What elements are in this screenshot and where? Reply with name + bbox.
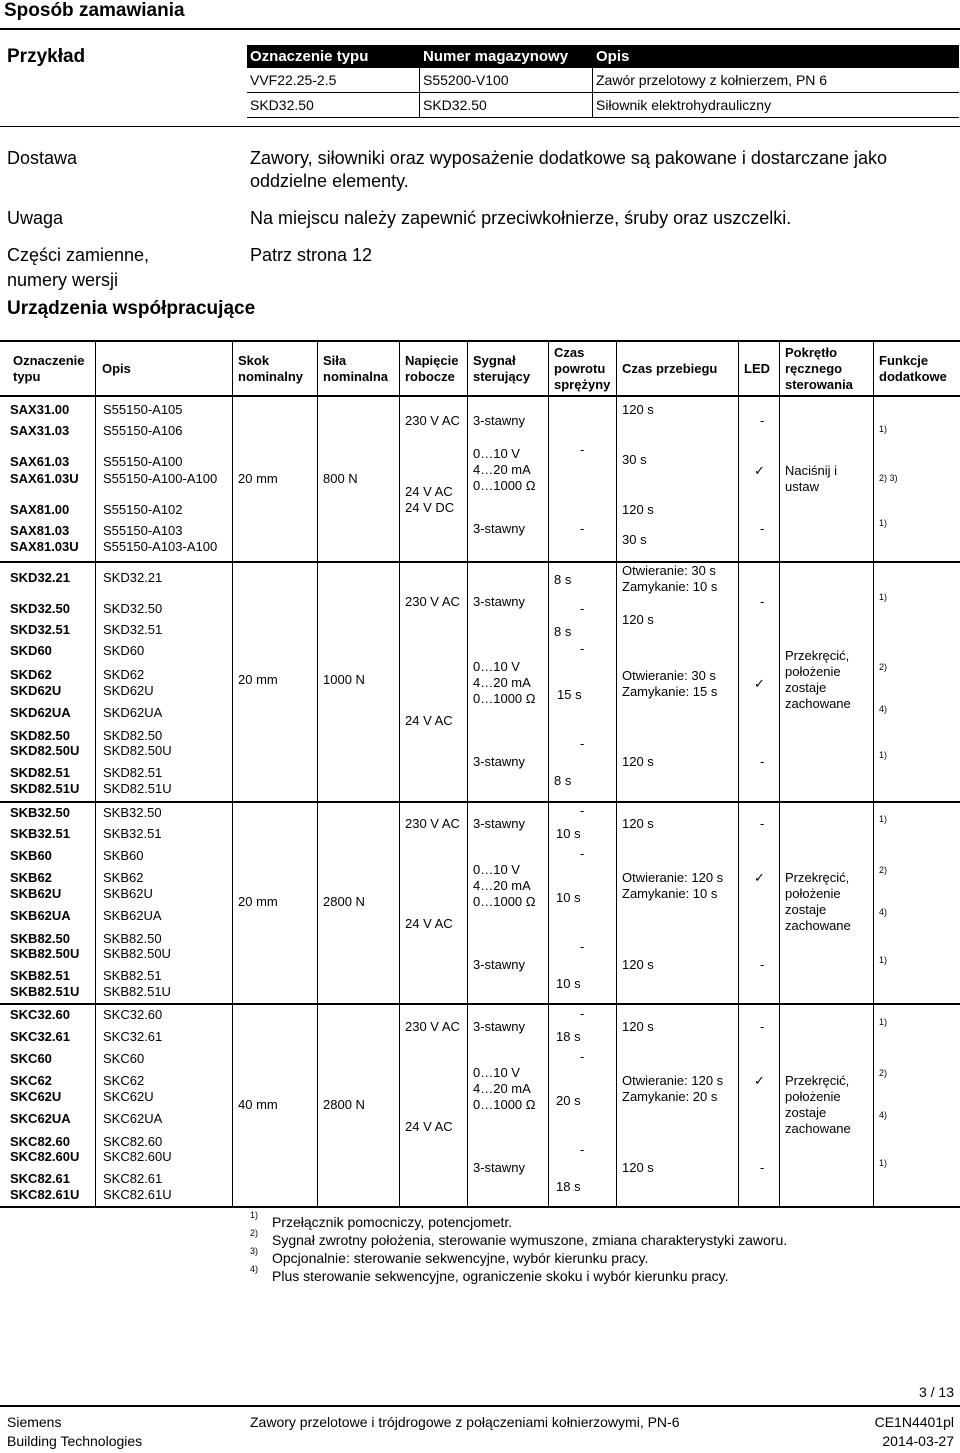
- footnote-mark: 4): [250, 1264, 259, 1274]
- return-time-value: -: [580, 736, 585, 751]
- stroke-value: 40 mm: [238, 1097, 278, 1112]
- example-label: Przykład: [7, 46, 86, 67]
- header-led: LED: [744, 361, 770, 376]
- type-code: SKD32.21: [10, 570, 70, 585]
- column-divider: [548, 341, 549, 1206]
- example-header-number: Numer magazynowy: [420, 45, 593, 68]
- run-time-value: 120 s: [622, 502, 654, 517]
- led-value: -: [760, 413, 765, 428]
- stock-number: SKC82.61: [103, 1171, 163, 1186]
- title-rule: [0, 28, 960, 30]
- delivery-label: Dostawa: [7, 148, 78, 168]
- return-time-value: 8 s: [554, 773, 572, 788]
- stock-number: SKD62: [103, 667, 145, 682]
- stock-number: SKC82.61U: [103, 1187, 172, 1202]
- stock-number: S55150-A106: [103, 423, 183, 438]
- example-row: [247, 68, 959, 93]
- return-time-value: -: [580, 939, 585, 954]
- voltage-value: 24 V AC: [405, 916, 453, 931]
- stock-number: SKD62U: [103, 683, 154, 698]
- checkmark-icon: ✓: [754, 870, 765, 885]
- stock-number: S55150-A102: [103, 502, 183, 517]
- voltage-value: 24 V AC: [405, 1119, 453, 1134]
- return-time-value: -: [580, 803, 585, 818]
- knob-text: zostaje: [785, 902, 827, 917]
- signal-value: 3-stawny: [473, 413, 526, 428]
- type-code: SKC32.60: [10, 1007, 70, 1022]
- led-value: -: [760, 754, 765, 769]
- footnote-ref: 1): [879, 814, 888, 824]
- force-value: 2800 N: [323, 1097, 365, 1112]
- section-divider: [0, 126, 960, 127]
- led-value: -: [760, 594, 765, 609]
- voltage-value: 24 V AC: [405, 713, 453, 728]
- run-time-value: 30 s: [622, 452, 647, 467]
- type-code: SAX31.03: [10, 423, 70, 438]
- knob-text: zachowane: [785, 918, 851, 933]
- type-code: SKC62: [10, 1073, 52, 1088]
- footnote-text: Opcjonalnie: sterowanie sekwencyjne, wybór kierunku pracy.: [272, 1250, 649, 1266]
- run-time-value: 120 s: [622, 816, 654, 831]
- footnote-ref: 4): [879, 704, 888, 714]
- return-time-value: 20 s: [556, 1093, 581, 1108]
- run-time-value: Zamykanie: 20 s: [622, 1089, 718, 1104]
- stock-number: SKC32.61: [103, 1029, 163, 1044]
- signal-value: 3-stawny: [473, 521, 526, 536]
- run-time-value: 120 s: [622, 612, 654, 627]
- header-stroke: Skok nominalny: [238, 353, 304, 384]
- run-time-value: Otwieranie: 30 s: [622, 668, 716, 683]
- type-code: SKC60: [10, 1051, 52, 1066]
- led-value: -: [760, 1160, 765, 1175]
- type-code: SAX81.03: [10, 523, 70, 538]
- footnote-ref: 1): [879, 1158, 888, 1168]
- stock-number: S55150-A100: [103, 454, 183, 469]
- company-name: Siemens: [7, 1414, 62, 1430]
- equipment-label: Urządzenia współpracujące: [7, 298, 256, 319]
- signal-value: 3-stawny: [473, 1019, 526, 1034]
- spare-label-line1: Części zamienne,: [7, 245, 150, 265]
- table-top-rule: [0, 340, 960, 342]
- table-bottom-rule: [0, 1206, 960, 1208]
- voltage-value: 230 V AC: [405, 413, 460, 428]
- checkmark-icon: ✓: [754, 463, 765, 478]
- run-time-value: Zamykanie: 10 s: [622, 886, 718, 901]
- voltage-value: 24 V DC: [405, 500, 455, 515]
- footnote-ref: 4): [879, 1110, 888, 1120]
- led-value: -: [760, 521, 765, 536]
- stock-number: SKD62UA: [103, 705, 163, 720]
- stock-number: SKB32.50: [103, 805, 162, 820]
- page-number: 3 / 13: [918, 1384, 954, 1400]
- signal-value: 0…10 V: [473, 1065, 520, 1080]
- knob-text: zostaje: [785, 680, 827, 695]
- column-divider: [399, 341, 400, 1206]
- return-time-value: -: [580, 1142, 585, 1157]
- example-cell: S55200-V100: [420, 68, 593, 93]
- delivery-text-line1: Zawory, siłowniki oraz wyposażenie dodatkowe są pakowane i dostarczane jako: [250, 148, 887, 168]
- stock-number: SKC60: [103, 1051, 145, 1066]
- voltage-value: 230 V AC: [405, 1019, 460, 1034]
- signal-value: 0…1000 Ω: [473, 1097, 536, 1112]
- signal-value: 4…20 mA: [473, 462, 531, 477]
- example-cell: SKD32.50: [420, 93, 593, 118]
- type-code: SKC62U: [10, 1089, 62, 1104]
- type-code: SKB82.51: [10, 968, 70, 983]
- column-divider: [738, 341, 739, 1206]
- signal-value: 0…1000 Ω: [473, 691, 536, 706]
- run-time-value: 120 s: [622, 402, 654, 417]
- stock-number: SKD82.51U: [103, 781, 172, 796]
- run-time-value: Zamykanie: 10 s: [622, 579, 718, 594]
- type-code: SKB60: [10, 848, 52, 863]
- type-code: SKB82.50: [10, 931, 70, 946]
- stroke-value: 20 mm: [238, 471, 278, 486]
- signal-value: 4…20 mA: [473, 1081, 531, 1096]
- return-time-value: 10 s: [556, 976, 581, 991]
- footnote-text: Plus sterowanie sekwencyjne, ograniczenie skoku i wybór kierunku pracy.: [272, 1268, 729, 1284]
- return-time-value: -: [580, 641, 585, 656]
- led-value: -: [760, 816, 765, 831]
- type-code: SKB32.50: [10, 805, 70, 820]
- example-cell: Zawór przelotowy z kołnierzem, PN 6: [593, 68, 960, 93]
- example-table: [247, 45, 959, 118]
- example-row: [247, 93, 959, 118]
- footnote-mark: 3): [250, 1246, 259, 1256]
- table-header-rule: [0, 395, 960, 397]
- footnote-ref: 1): [879, 424, 888, 434]
- return-time-value: -: [580, 521, 585, 536]
- led-value: -: [760, 1019, 765, 1034]
- voltage-value: 230 V AC: [405, 594, 460, 609]
- type-code: SKD60: [10, 643, 52, 658]
- header-signal: Sygnał sterujący: [473, 353, 531, 384]
- type-code: SAX81.00: [10, 502, 70, 517]
- checkmark-icon: ✓: [754, 676, 765, 691]
- type-code: SKD82.50U: [10, 743, 80, 758]
- stock-number: SKB60: [103, 848, 144, 863]
- footnote-ref: 1): [879, 750, 888, 760]
- type-code: SKB82.51U: [10, 984, 80, 999]
- stock-number: SKC62U: [103, 1089, 154, 1104]
- stock-number: SKB62: [103, 870, 144, 885]
- signal-value: 0…1000 Ω: [473, 894, 536, 909]
- knob-text: Przekręcić,: [785, 870, 850, 885]
- stock-number: SKC62: [103, 1073, 145, 1088]
- footnote-ref: 2) 3): [879, 473, 898, 483]
- header-run-time: Czas przebiegu: [622, 361, 718, 376]
- column-divider: [873, 341, 874, 1206]
- voltage-value: 24 V AC: [405, 484, 453, 499]
- stock-number: SKC82.60U: [103, 1149, 172, 1164]
- example-header-type: Oznaczenie typu: [247, 45, 420, 68]
- stock-number: SKC62UA: [103, 1111, 163, 1126]
- stock-number: SKD32.51: [103, 622, 163, 637]
- signal-value: 4…20 mA: [473, 878, 531, 893]
- knob-text: położenie: [785, 1089, 841, 1104]
- type-code: SAX81.03U: [10, 539, 79, 554]
- type-code: SKC32.61: [10, 1029, 70, 1044]
- signal-value: 0…10 V: [473, 862, 520, 877]
- type-code: SKD32.50: [10, 601, 70, 616]
- example-header-row: [247, 45, 959, 68]
- footnote-text: Przełącznik pomocniczy, potencjometr.: [272, 1214, 513, 1230]
- voltage-value: 230 V AC: [405, 816, 460, 831]
- type-code: SAX61.03U: [10, 471, 79, 486]
- return-time-value: -: [580, 442, 585, 457]
- signal-value: 3-stawny: [473, 957, 526, 972]
- stock-number: SKC82.60: [103, 1134, 163, 1149]
- return-time-value: 10 s: [556, 826, 581, 841]
- example-cell: Siłownik elektrohydrauliczny: [593, 93, 960, 118]
- footnote-ref: 2): [879, 1068, 888, 1078]
- run-time-value: 120 s: [622, 1019, 654, 1034]
- signal-value: 3-stawny: [473, 594, 526, 609]
- type-code: SKD82.51: [10, 765, 70, 780]
- document-date: 2014-03-27: [882, 1433, 954, 1449]
- footnote-text: Sygnał zwrotny położenia, sterowanie wymuszone, zmiana charakterystyki zaworu.: [272, 1232, 788, 1248]
- example-cell: VVF22.25-2.5: [247, 68, 420, 93]
- column-divider: [779, 341, 780, 1206]
- type-code: SKD32.51: [10, 622, 70, 637]
- stock-number: SKB32.51: [103, 826, 162, 841]
- spare-label-line2: numery wersji: [7, 270, 119, 290]
- return-time-value: 18 s: [556, 1179, 581, 1194]
- stock-number: SKD32.21: [103, 570, 163, 585]
- example-header-desc: Opis: [593, 45, 960, 68]
- column-divider: [317, 341, 318, 1206]
- stock-number: SKB82.51: [103, 968, 162, 983]
- stock-number: SKD82.51: [103, 765, 163, 780]
- knob-text: położenie: [785, 664, 841, 679]
- type-code: SKD62U: [10, 683, 62, 698]
- type-code: SKD82.50: [10, 728, 70, 743]
- signal-value: 3-stawny: [473, 1160, 526, 1175]
- knob-text: Przekręcić,: [785, 1073, 850, 1088]
- footnote-ref: 2): [879, 865, 888, 875]
- footnote-ref: 1): [879, 592, 888, 602]
- run-time-value: 30 s: [622, 532, 647, 547]
- type-code: SKD62UA: [10, 705, 71, 720]
- type-code: SKC82.60: [10, 1134, 70, 1149]
- header-type: Oznaczenie typu: [13, 353, 85, 384]
- header-manual-knob: Pokrętło ręcznego sterowania: [785, 345, 853, 392]
- note-text: Na miejscu należy zapewnić przeciwkołnierze, śruby oraz uszczelki.: [250, 208, 792, 228]
- stock-number: SKC32.60: [103, 1007, 163, 1022]
- return-time-value: 10 s: [556, 890, 581, 905]
- run-time-value: Otwieranie: 30 s: [622, 563, 716, 578]
- footnote-ref: 1): [879, 1017, 888, 1027]
- page-title: Sposób zamawiania: [4, 0, 185, 21]
- header-extras: Funkcje dodatkowe: [879, 353, 947, 384]
- footnote-ref: 4): [879, 907, 888, 917]
- stock-number: S55150-A105: [103, 402, 183, 417]
- signal-value: 0…10 V: [473, 446, 520, 461]
- stock-number: S55150-A103-A100: [103, 539, 218, 554]
- return-time-value: 18 s: [556, 1029, 581, 1044]
- return-time-value: -: [580, 1006, 585, 1021]
- return-time-value: 15 s: [557, 687, 582, 702]
- column-divider: [232, 341, 233, 1206]
- stroke-value: 20 mm: [238, 894, 278, 909]
- type-code: SKB82.50U: [10, 946, 80, 961]
- signal-value: 4…20 mA: [473, 675, 531, 690]
- footnote-ref: 1): [879, 955, 888, 965]
- return-time-value: -: [580, 846, 585, 861]
- stock-number: SKB62U: [103, 886, 153, 901]
- signal-value: 3-stawny: [473, 816, 526, 831]
- knob-text: Przekręcić,: [785, 648, 850, 663]
- stock-number: S55150-A100-A100: [103, 471, 218, 486]
- type-code: SKB32.51: [10, 826, 70, 841]
- stock-number: SKB62UA: [103, 908, 162, 923]
- led-value: -: [760, 957, 765, 972]
- header-desc: Opis: [102, 361, 131, 376]
- type-code: SKC82.61U: [10, 1187, 80, 1202]
- type-code: SAX31.00: [10, 402, 70, 417]
- group-rule: [0, 561, 960, 563]
- note-label: Uwaga: [7, 208, 64, 228]
- type-code: SKD82.51U: [10, 781, 80, 796]
- header-voltage: Napięcie robocze: [405, 353, 459, 384]
- footnote-mark: 1): [250, 1210, 259, 1220]
- document-title: Zawory przelotowe i trójdrogowe z połączeniami kołnierzowymi, PN-6: [250, 1414, 680, 1430]
- spare-text: Patrz strona 12: [250, 245, 373, 265]
- footnote-mark: 2): [250, 1228, 259, 1238]
- example-cell: SKD32.50: [247, 93, 420, 118]
- type-code: SKC82.60U: [10, 1149, 80, 1164]
- stroke-value: 20 mm: [238, 672, 278, 687]
- checkmark-icon: ✓: [754, 1073, 765, 1088]
- knob-text: zachowane: [785, 1121, 851, 1136]
- document-id: CE1N4401pl: [874, 1414, 954, 1430]
- force-value: 1000 N: [323, 672, 365, 687]
- type-code: SKC82.61: [10, 1171, 70, 1186]
- header-return-time: Czas powrotu sprężyny: [554, 345, 611, 392]
- group-rule: [0, 1003, 960, 1005]
- stock-number: SKB82.50U: [103, 946, 171, 961]
- knob-text: Naciśnij i: [785, 463, 838, 478]
- type-code: SKB62U: [10, 886, 62, 901]
- stock-number: SKD32.50: [103, 601, 163, 616]
- header-force: Siła nominalna: [323, 353, 389, 384]
- force-value: 800 N: [323, 471, 358, 486]
- run-time-value: Otwieranie: 120 s: [622, 870, 724, 885]
- signal-value: 3-stawny: [473, 754, 526, 769]
- return-time-value: -: [580, 1049, 585, 1064]
- signal-value: 0…10 V: [473, 659, 520, 674]
- column-divider: [95, 341, 96, 1206]
- return-time-value: 8 s: [554, 624, 572, 639]
- stock-number: S55150-A103: [103, 523, 183, 538]
- force-value: 2800 N: [323, 894, 365, 909]
- column-divider: [467, 341, 468, 1206]
- company-division: Building Technologies: [7, 1433, 143, 1449]
- footnote-ref: 1): [879, 518, 888, 528]
- run-time-value: Zamykanie: 15 s: [622, 684, 718, 699]
- type-code: SAX61.03: [10, 454, 70, 469]
- run-time-value: Otwieranie: 120 s: [622, 1073, 724, 1088]
- stock-number: SKB82.51U: [103, 984, 171, 999]
- stock-number: SKD82.50: [103, 728, 163, 743]
- knob-text: zostaje: [785, 1105, 827, 1120]
- run-time-value: 120 s: [622, 1160, 654, 1175]
- knob-text: zachowane: [785, 696, 851, 711]
- run-time-value: 120 s: [622, 957, 654, 972]
- return-time-value: 8 s: [554, 572, 572, 587]
- type-code: SKB62UA: [10, 908, 71, 923]
- return-time-value: -: [580, 601, 585, 616]
- column-divider: [616, 341, 617, 1206]
- run-time-value: 120 s: [622, 754, 654, 769]
- signal-value: 0…1000 Ω: [473, 478, 536, 493]
- stock-number: SKD82.50U: [103, 743, 172, 758]
- delivery-text-line2: oddzielne elementy.: [250, 171, 409, 191]
- type-code: SKD62: [10, 667, 52, 682]
- stock-number: SKB82.50: [103, 931, 162, 946]
- type-code: SKB62: [10, 870, 52, 885]
- knob-text: ustaw: [785, 479, 819, 494]
- stock-number: SKD60: [103, 643, 145, 658]
- group-rule: [0, 801, 960, 803]
- type-code: SKC62UA: [10, 1111, 71, 1126]
- footnote-ref: 2): [879, 662, 888, 672]
- knob-text: położenie: [785, 886, 841, 901]
- footer-rule: [0, 1405, 960, 1407]
